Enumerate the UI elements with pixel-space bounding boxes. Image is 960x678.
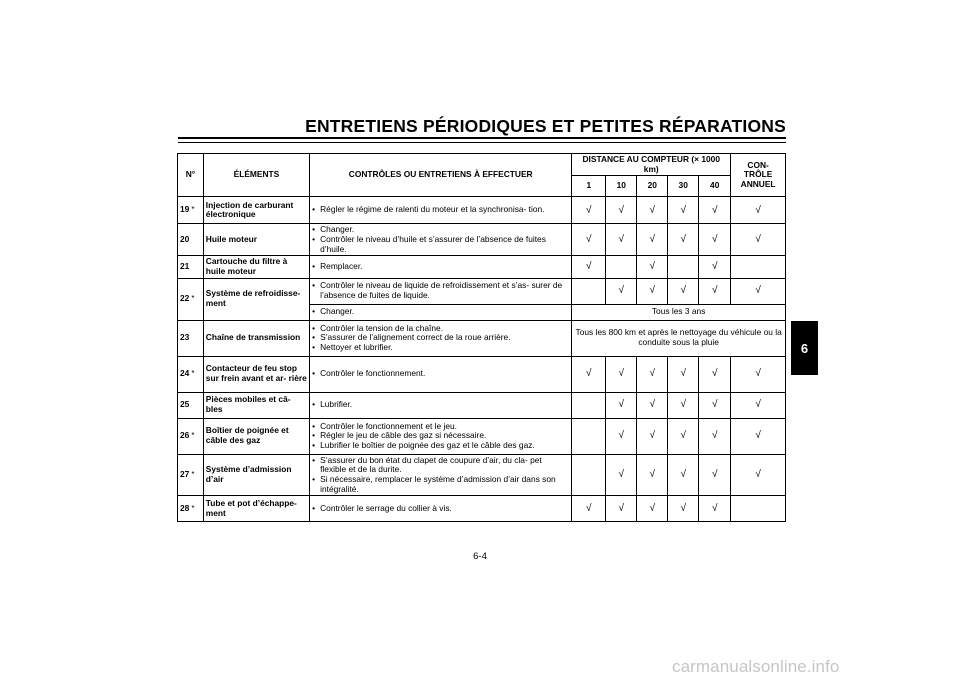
row-number: 23 — [180, 332, 190, 343]
row-actions — [310, 256, 572, 278]
row-number: 22 — [180, 293, 190, 304]
action-list — [312, 281, 569, 300]
page-number: 6-4 — [473, 551, 487, 562]
row-item-name: Tube et pot d’échappe- ment — [203, 496, 309, 522]
action-item: • Contrôler le niveau de liquide de refroidissement et s’as- surer de l’absence de fuites de liquide. — [312, 281, 569, 300]
check-cell: √ — [668, 496, 699, 522]
row-item-name: Système d’admission d’air — [203, 454, 309, 496]
action-list — [312, 504, 569, 514]
header-km: 1 — [572, 176, 606, 197]
chapter-tab: 6 — [791, 321, 818, 375]
row-number: 27 — [180, 469, 190, 480]
row-actions — [310, 320, 572, 356]
action-item: • S’assurer du bon état du clapet de coupure d’air, du cla- pet flexible et de la durite. — [312, 456, 569, 475]
header-num: N° — [178, 154, 204, 197]
row-number: 25 — [180, 399, 190, 410]
check-cell: √ — [668, 392, 699, 418]
action-list — [312, 456, 569, 495]
check-cell: √ — [637, 496, 668, 522]
row-number-cell — [178, 197, 204, 224]
check-cell: √ — [606, 197, 637, 224]
row-actions — [310, 304, 572, 320]
row-number-cell — [178, 496, 204, 522]
action-item: • Changer. — [312, 307, 569, 317]
table-body — [178, 197, 786, 522]
header-km: 10 — [606, 176, 637, 197]
check-cell: √ — [699, 454, 731, 496]
row-actions — [310, 197, 572, 224]
title-rule-thick — [178, 137, 786, 139]
check-cell: √ — [699, 496, 731, 522]
table-row — [178, 454, 786, 496]
check-cell: √ — [699, 278, 731, 304]
watermark: carmanualsonline.info — [672, 657, 840, 676]
dealer-asterisk: * — [191, 503, 195, 513]
row-actions — [310, 454, 572, 496]
check-cell: √ — [572, 224, 606, 256]
action-item: • Contrôler la tension de la chaîne. — [312, 324, 569, 334]
action-item: • Contrôler le niveau d’huile et s’assurer de l’absence de fuites d’huile. — [312, 235, 569, 254]
check-cell: √ — [668, 454, 699, 496]
row-number-cell — [178, 320, 204, 356]
row-number-cell — [178, 256, 204, 278]
annual-check-cell — [731, 496, 786, 522]
table-row — [178, 256, 786, 278]
check-cell: √ — [606, 356, 637, 392]
check-cell — [572, 418, 606, 454]
action-item: • Contrôler le serrage du collier à vis. — [312, 504, 569, 514]
row-number: 26 — [180, 430, 190, 441]
check-cell: √ — [606, 496, 637, 522]
action-list — [312, 205, 569, 215]
check-cell: √ — [699, 224, 731, 256]
row-item-name: Contacteur de feu stop sur frein avant et ar- rière — [203, 356, 309, 392]
annual-check-cell: √ — [731, 278, 786, 304]
annual-check-cell — [731, 256, 786, 278]
annual-check-cell: √ — [731, 454, 786, 496]
check-cell: √ — [668, 356, 699, 392]
action-list — [312, 422, 569, 451]
header-items: ÉLÉMENTS — [203, 154, 309, 197]
check-cell: √ — [668, 278, 699, 304]
check-cell: √ — [637, 356, 668, 392]
action-list — [312, 262, 569, 272]
row-item-name: Cartouche du filtre à huile moteur — [203, 256, 309, 278]
action-item: • Contrôler le fonctionnement. — [312, 369, 569, 379]
check-cell: √ — [637, 197, 668, 224]
annual-check-cell: √ — [731, 418, 786, 454]
check-cell: √ — [637, 256, 668, 278]
check-cell: √ — [699, 392, 731, 418]
row-item-name: Système de refroidisse- ment — [203, 278, 309, 320]
check-cell: √ — [606, 224, 637, 256]
action-item: • Remplacer. — [312, 262, 569, 272]
check-cell: √ — [699, 418, 731, 454]
check-cell: √ — [606, 418, 637, 454]
maintenance-table — [177, 153, 786, 522]
check-cell: √ — [606, 454, 637, 496]
annual-check-cell: √ — [731, 224, 786, 256]
row-actions — [310, 356, 572, 392]
row-number: 21 — [180, 261, 190, 272]
row-actions — [310, 496, 572, 522]
check-cell: √ — [668, 197, 699, 224]
action-item: • Lubrifier le boîtier de poignée des gaz et le câble des gaz. — [312, 441, 569, 451]
check-cell: √ — [699, 256, 731, 278]
header-km: 40 — [699, 176, 731, 197]
row-item-name: Injection de carburant électronique — [203, 197, 309, 224]
row-actions — [310, 392, 572, 418]
check-cell: √ — [606, 392, 637, 418]
check-cell: √ — [637, 454, 668, 496]
row-number-cell — [178, 224, 204, 256]
header-annual: CON- TRÔLE ANNUEL — [731, 154, 786, 197]
action-item: • Régler le régime de ralenti du moteur et la synchronisa- tion. — [312, 205, 569, 215]
interval-note: Tous les 3 ans — [572, 304, 786, 320]
row-item-name: Chaîne de transmission — [203, 320, 309, 356]
check-cell: √ — [572, 197, 606, 224]
check-cell: √ — [637, 392, 668, 418]
check-cell: √ — [572, 256, 606, 278]
table-row — [178, 392, 786, 418]
row-actions — [310, 224, 572, 256]
action-item: • Changer. — [312, 225, 569, 235]
header-km: 20 — [637, 176, 668, 197]
annual-check-cell: √ — [731, 392, 786, 418]
table-row — [178, 224, 786, 256]
table-row — [178, 418, 786, 454]
action-list — [312, 369, 569, 379]
action-list — [312, 400, 569, 410]
check-cell — [606, 256, 637, 278]
dealer-asterisk: * — [191, 470, 195, 480]
action-item: • Régler le jeu de câble des gaz si nécessaire. — [312, 431, 569, 441]
action-item: • Si nécessaire, remplacer le système d’admission d’air dans son intégralité. — [312, 475, 569, 494]
action-list — [312, 225, 569, 254]
action-item: • Nettoyer et lubrifier. — [312, 343, 569, 353]
action-item: • Lubrifier. — [312, 400, 569, 410]
table-row — [178, 320, 786, 356]
row-number: 19 — [180, 204, 190, 215]
annual-check-cell: √ — [731, 197, 786, 224]
row-number-cell — [178, 278, 204, 320]
action-list — [312, 324, 569, 353]
row-item-name: Huile moteur — [203, 224, 309, 256]
dealer-asterisk: * — [191, 431, 195, 441]
action-item: • Contrôler le fonctionnement et le jeu. — [312, 422, 569, 432]
interval-note: Tous les 800 km et après le nettoyage du véhicule ou la conduite sous la pluie — [572, 320, 786, 356]
check-cell: √ — [699, 356, 731, 392]
row-number: 20 — [180, 233, 190, 244]
dealer-asterisk: * — [191, 205, 195, 215]
row-actions — [310, 418, 572, 454]
header-km: 30 — [668, 176, 699, 197]
row-number: 24 — [180, 368, 190, 379]
row-number-cell — [178, 392, 204, 418]
table-row — [178, 356, 786, 392]
check-cell: √ — [668, 418, 699, 454]
table-row — [178, 278, 786, 304]
dealer-asterisk: * — [191, 369, 195, 379]
dealer-asterisk: * — [191, 294, 195, 304]
action-item: • S’assurer de l’alignement correct de la roue arrière. — [312, 333, 569, 343]
check-cell — [572, 278, 606, 304]
table-row — [178, 496, 786, 522]
check-cell — [572, 454, 606, 496]
check-cell: √ — [637, 418, 668, 454]
check-cell: √ — [572, 496, 606, 522]
row-number-cell — [178, 418, 204, 454]
check-cell: √ — [637, 278, 668, 304]
row-number-cell — [178, 454, 204, 496]
check-cell — [668, 256, 699, 278]
title-rule-thin — [178, 142, 786, 143]
row-number: 28 — [180, 502, 190, 513]
check-cell: √ — [572, 356, 606, 392]
row-actions — [310, 278, 572, 304]
row-number-cell — [178, 356, 204, 392]
check-cell: √ — [606, 278, 637, 304]
row-item-name: Boîtier de poignée et câble des gaz — [203, 418, 309, 454]
check-cell: √ — [668, 224, 699, 256]
check-cell — [572, 392, 606, 418]
action-list — [312, 307, 569, 317]
check-cell: √ — [637, 224, 668, 256]
header-distance: DISTANCE AU COMPTEUR (× 1000 km) — [572, 154, 731, 176]
header-actions: CONTRÔLES OU ENTRETIENS À EFFECTUER — [310, 154, 572, 197]
annual-check-cell: √ — [731, 356, 786, 392]
row-item-name: Pièces mobiles et câ- bles — [203, 392, 309, 418]
table-row — [178, 197, 786, 224]
check-cell: √ — [699, 197, 731, 224]
page-title: ENTRETIENS PÉRIODIQUES ET PETITES RÉPARATIONS — [305, 116, 786, 136]
